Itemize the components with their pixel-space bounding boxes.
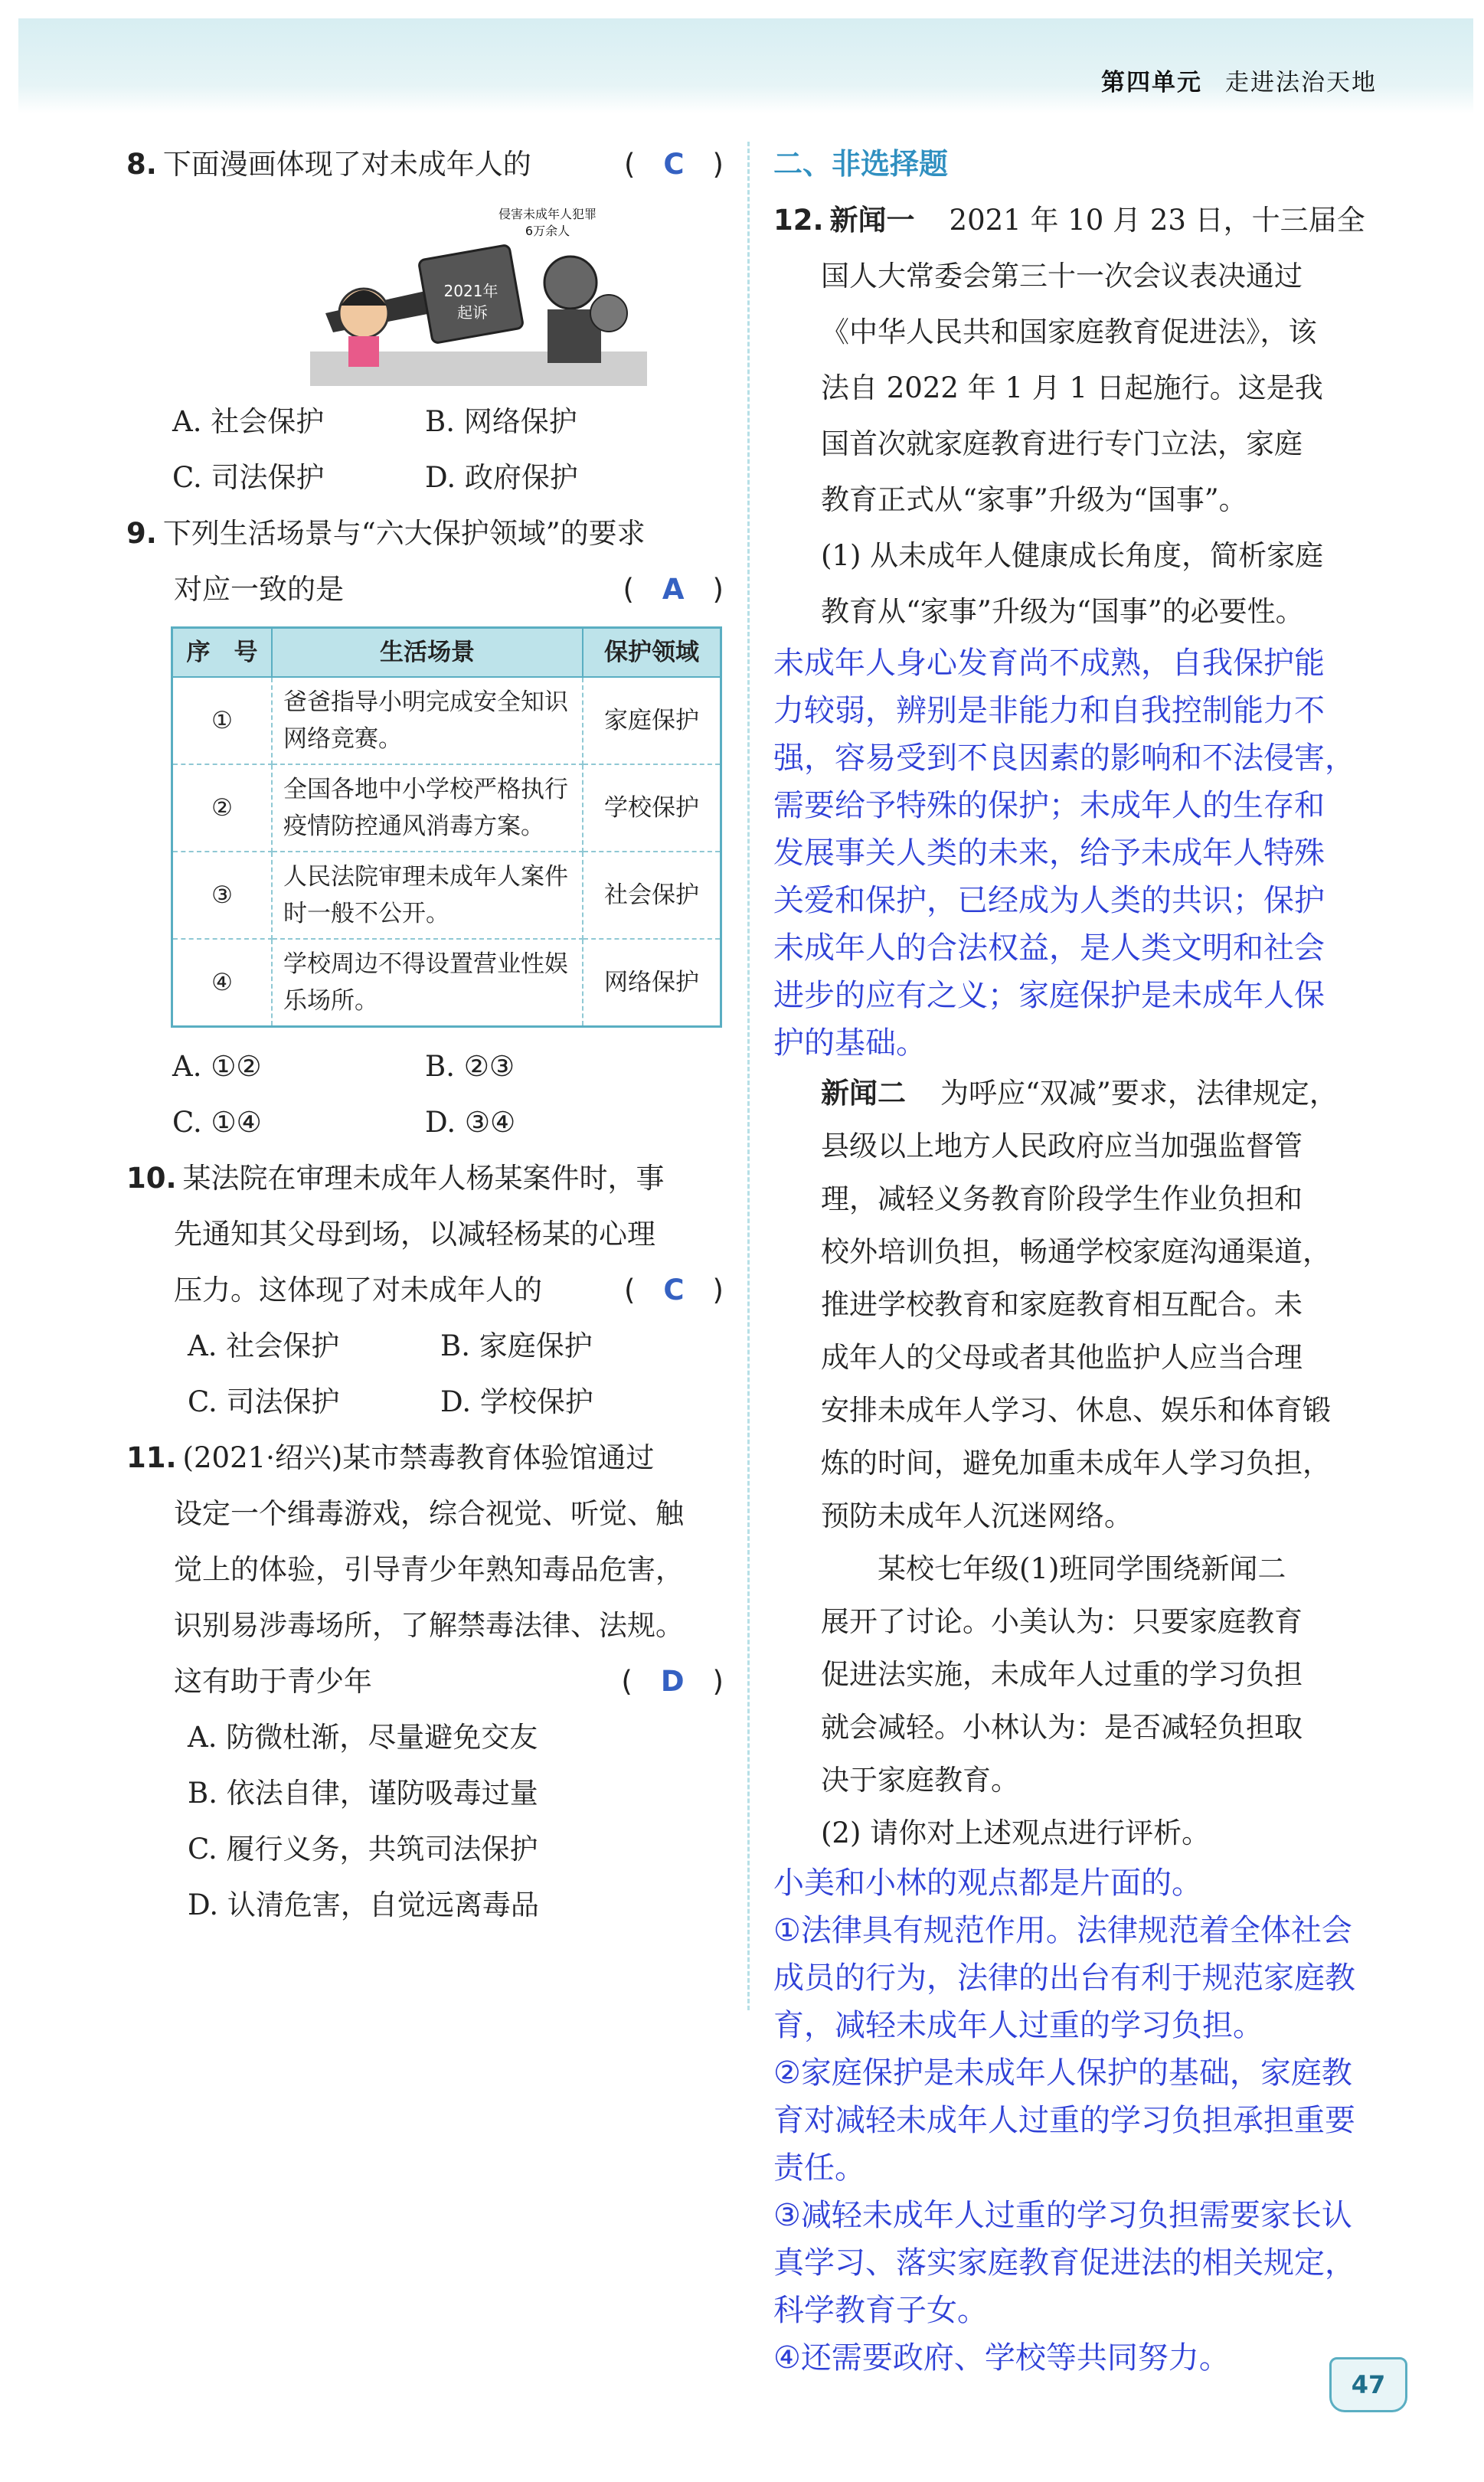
table-row <box>172 939 721 1027</box>
news1-line: 教育正式从“家事”升级为“国事”。 <box>821 483 1247 516</box>
question-11-line4 <box>126 1597 724 1653</box>
news1-body <box>773 248 1424 639</box>
q8-options <box>126 394 724 505</box>
comic-agency: 全国检察机关 <box>339 267 404 280</box>
comic-caption-top: 侵害未成年人犯罪 <box>498 207 597 221</box>
option-b[interactable]: B. 依法自律，谨防吸毒过量 <box>188 1777 538 1810</box>
question-text: 下列生活场景与“六大保护领域”的要求 <box>162 517 646 550</box>
question-number: 8. <box>126 148 157 181</box>
answer-line: 强，容易受到不良因素的影响和不法侵害， <box>773 741 1355 776</box>
option-d[interactable]: D. ③④ <box>425 1106 516 1139</box>
option-b[interactable]: B. 家庭保护 <box>440 1329 593 1362</box>
news1-line: 法自 2022 年 1 月 1 日起施行。这是我 <box>821 371 1323 404</box>
news1-line: 《中华人民共和国家庭教育促进法》，该 <box>821 316 1317 348</box>
comic-image <box>310 198 647 386</box>
option-a[interactable]: A. 社会保护 <box>188 1329 340 1362</box>
row-domain: 社会保护 <box>583 852 721 939</box>
answer-line: 育，减轻未成年人过重的学习负担。 <box>773 2008 1263 2043</box>
section-title: 二、非选择题 <box>773 147 949 181</box>
row-domain: 家庭保护 <box>583 677 721 764</box>
question-text: 对应一致的是 <box>174 573 344 606</box>
question-number: 10. <box>126 1162 177 1195</box>
answer-line: 力较弱，辨别是非能力和自我控制能力不 <box>773 693 1325 728</box>
question-text: 这有助于青少年 <box>174 1665 372 1698</box>
option-a[interactable]: A. ①② <box>172 1050 262 1083</box>
answer-blank: ( C ) <box>623 148 724 181</box>
question-9-line2 <box>126 561 724 617</box>
table-row <box>172 677 721 764</box>
row-scene: 爸爸指导小明完成安全知识网络竞赛。 <box>272 677 583 764</box>
answer-line: 需要给予特殊的保护；未成年人的生存和 <box>773 788 1325 823</box>
header-num: 序 号 <box>172 628 273 678</box>
news2-line: 炼的时间，避免加重未成年人学习负担， <box>821 1447 1331 1480</box>
news2-line: 预防未成年人沉迷网络。 <box>821 1499 1133 1532</box>
answer-line: 育对减轻未成年人过重的学习负担承担重要 <box>773 2103 1355 2138</box>
news1-text: 2021 年 10 月 23 日，十三届全 <box>949 204 1365 237</box>
question-10-line3 <box>126 1262 724 1318</box>
question-11-line2 <box>126 1486 724 1542</box>
answer-blank: ( C ) <box>623 1274 724 1306</box>
answer-line: 未成年人身心发育尚不成熟，自我保护能 <box>773 646 1325 681</box>
question-text: 某法院在审理未成年人杨某案件时，事 <box>182 1162 665 1195</box>
row-num: ① <box>172 677 273 764</box>
header-domain: 保护领域 <box>583 628 721 678</box>
answer-line: ④还需要政府、学校等共同努力。 <box>773 2340 1230 2376</box>
question-text: 识别易涉毒场所，了解禁毒法律、法规。 <box>174 1609 684 1642</box>
option-c[interactable]: C. 司法保护 <box>188 1385 340 1418</box>
protection-table <box>171 626 722 1028</box>
option-c[interactable]: C. 履行义务，共筑司法保护 <box>188 1833 538 1866</box>
comic-action: 起诉 <box>457 303 488 322</box>
q11-options <box>126 1709 724 1933</box>
subquestion-1: 教育从“家事”升级为“国事”的必要性。 <box>821 595 1304 628</box>
option-d[interactable]: D. 认清危害，自觉远离毒品 <box>188 1888 539 1921</box>
answer-line: 发展事关人类的未来，给予未成年人特殊 <box>773 836 1325 871</box>
answer-blank: ( A ) <box>623 573 724 606</box>
question-text: 先通知其父母到场，以减轻杨某的心理 <box>174 1218 655 1251</box>
comic-illustration <box>310 198 647 386</box>
answer-line: 科学教育子女。 <box>773 2293 988 2328</box>
answer-line: 护的基础。 <box>773 1025 927 1061</box>
header-scene: 生活场景 <box>272 628 583 678</box>
table-row <box>172 764 721 852</box>
discussion-line: 展开了讨论。小美认为：只要家庭教育 <box>821 1605 1303 1638</box>
discussion-line: 就会减轻。小林认为：是否减轻负担取 <box>821 1711 1303 1744</box>
answer-line: ①法律具有规范作用。法律规范着全体社会 <box>773 1913 1352 1948</box>
news2-line: 成年人的父母或者其他监护人应当合理 <box>821 1341 1303 1374</box>
row-num: ③ <box>172 852 273 939</box>
subquestion-2: (2) 请你对上述观点进行评析。 <box>821 1817 1211 1849</box>
answer-letter: D <box>660 1665 685 1698</box>
answer-blank: ( D ) <box>621 1665 724 1698</box>
answer-line: 真学习、落实家庭教育促进法的相关规定， <box>773 2245 1355 2281</box>
subquestion-1: (1) 从未成年人健康成长角度，简析家庭 <box>821 539 1324 572</box>
right-column <box>773 136 1424 2382</box>
news1-label: 新闻一 <box>829 204 915 237</box>
row-domain: 网络保护 <box>583 939 721 1027</box>
news2-line: 为呼应“双减”要求，法律规定， <box>940 1077 1338 1110</box>
news2-line: 校外培训负担，畅通学校家庭沟通渠道， <box>821 1235 1331 1268</box>
answer-letter: C <box>663 148 685 181</box>
question-10 <box>126 1150 724 1206</box>
option-a[interactable]: A. 防微杜渐，尽量避免交友 <box>188 1721 538 1754</box>
question-11-line5 <box>126 1653 724 1709</box>
answer-line: 责任。 <box>773 2150 865 2186</box>
discussion-line: 决于家庭教育。 <box>821 1764 1019 1797</box>
news2-body <box>773 1067 1424 1859</box>
unit-label: 第四单元 <box>1101 69 1202 96</box>
news2-line: 安排未成年人学习、休息、娱乐和体育锻 <box>821 1394 1331 1427</box>
option-b[interactable]: B. 网络保护 <box>425 405 577 438</box>
discussion-line: 促进法实施，未成年人过重的学习负担 <box>821 1658 1303 1691</box>
answer-letter: C <box>663 1274 685 1306</box>
news2-line: 推进学校教育和家庭教育相互配合。未 <box>821 1288 1303 1321</box>
question-8 <box>126 136 724 192</box>
question-10-line2 <box>126 1206 724 1262</box>
question-11 <box>126 1430 724 1486</box>
option-d[interactable]: D. 学校保护 <box>440 1385 593 1418</box>
row-domain: 学校保护 <box>583 764 721 852</box>
option-a[interactable]: A. 社会保护 <box>172 405 325 438</box>
question-text: 设定一个缉毒游戏，综合视觉、听觉、触 <box>174 1497 684 1530</box>
column-divider <box>747 142 750 2010</box>
option-c[interactable]: C. ①④ <box>172 1106 262 1139</box>
question-9 <box>126 505 724 561</box>
news2-line: 理，减轻义务教育阶段学生作业负担和 <box>821 1182 1303 1215</box>
answer-2 <box>773 1859 1424 2382</box>
unit-title: 走进法治天地 <box>1225 69 1377 96</box>
comic-caption-count: 6万余人 <box>525 224 570 238</box>
q9-options <box>126 1038 724 1150</box>
answer-line: 小美和小林的观点都是片面的。 <box>773 1866 1202 1901</box>
discussion-line: 某校七年级(1)班同学围绕新闻二 <box>878 1552 1286 1585</box>
table-row <box>172 852 721 939</box>
answer-line: 未成年人的合法权益，是人类文明和社会 <box>773 930 1325 966</box>
option-d[interactable]: D. 政府保护 <box>425 461 578 494</box>
answer-line: 成员的行为，法律的出台有利于规范家庭教 <box>773 1960 1355 1996</box>
row-scene: 全国各地中小学校严格执行疫情防控通风消毒方案。 <box>272 764 583 852</box>
row-num: ② <box>172 764 273 852</box>
row-num: ④ <box>172 939 273 1027</box>
table-header <box>172 628 721 678</box>
question-text: 下面漫画体现了对未成年人的 <box>162 148 531 181</box>
answer-1 <box>773 639 1424 1067</box>
comic-year: 2021年 <box>443 282 498 300</box>
row-scene: 学校周边不得设置营业性娱乐场所。 <box>272 939 583 1027</box>
news1-line: 国人大常委会第三十一次会议表决通过 <box>821 260 1303 293</box>
answer-letter: A <box>662 573 685 606</box>
option-c[interactable]: C. 司法保护 <box>172 461 325 494</box>
page-header <box>1101 63 1377 97</box>
question-number: 9. <box>126 517 157 550</box>
news1-line: 国首次就家庭教育进行专门立法，家庭 <box>821 427 1303 460</box>
news2-label: 新闻二 <box>821 1077 906 1110</box>
question-12 <box>773 192 1424 248</box>
question-11-line3 <box>126 1542 724 1597</box>
q10-options <box>126 1318 724 1430</box>
question-text: 压力。这体现了对未成年人的 <box>174 1274 542 1306</box>
question-number: 12. <box>773 204 824 237</box>
answer-line: ②家庭保护是未成年人保护的基础，家庭教 <box>773 2055 1352 2091</box>
page-number: 47 <box>1329 2357 1407 2412</box>
news2-line: 县级以上地方人民政府应当加强监督管 <box>821 1130 1303 1163</box>
left-column <box>126 136 724 1933</box>
option-b[interactable]: B. ②③ <box>425 1050 515 1083</box>
question-text: (2021·绍兴)某市禁毒教育体验馆通过 <box>182 1441 655 1474</box>
answer-line: 关爱和保护，已经成为人类的共识；保护 <box>773 883 1325 918</box>
answer-line: 进步的应有之义；家庭保护是未成年人保 <box>773 978 1325 1013</box>
question-text: 觉上的体验，引导青少年熟知毒品危害， <box>174 1553 684 1586</box>
row-scene: 人民法院审理未成年人案件时一般不公开。 <box>272 852 583 939</box>
answer-line: ③减轻未成年人过重的学习负担需要家长认 <box>773 2198 1352 2233</box>
question-number: 11. <box>126 1441 177 1474</box>
